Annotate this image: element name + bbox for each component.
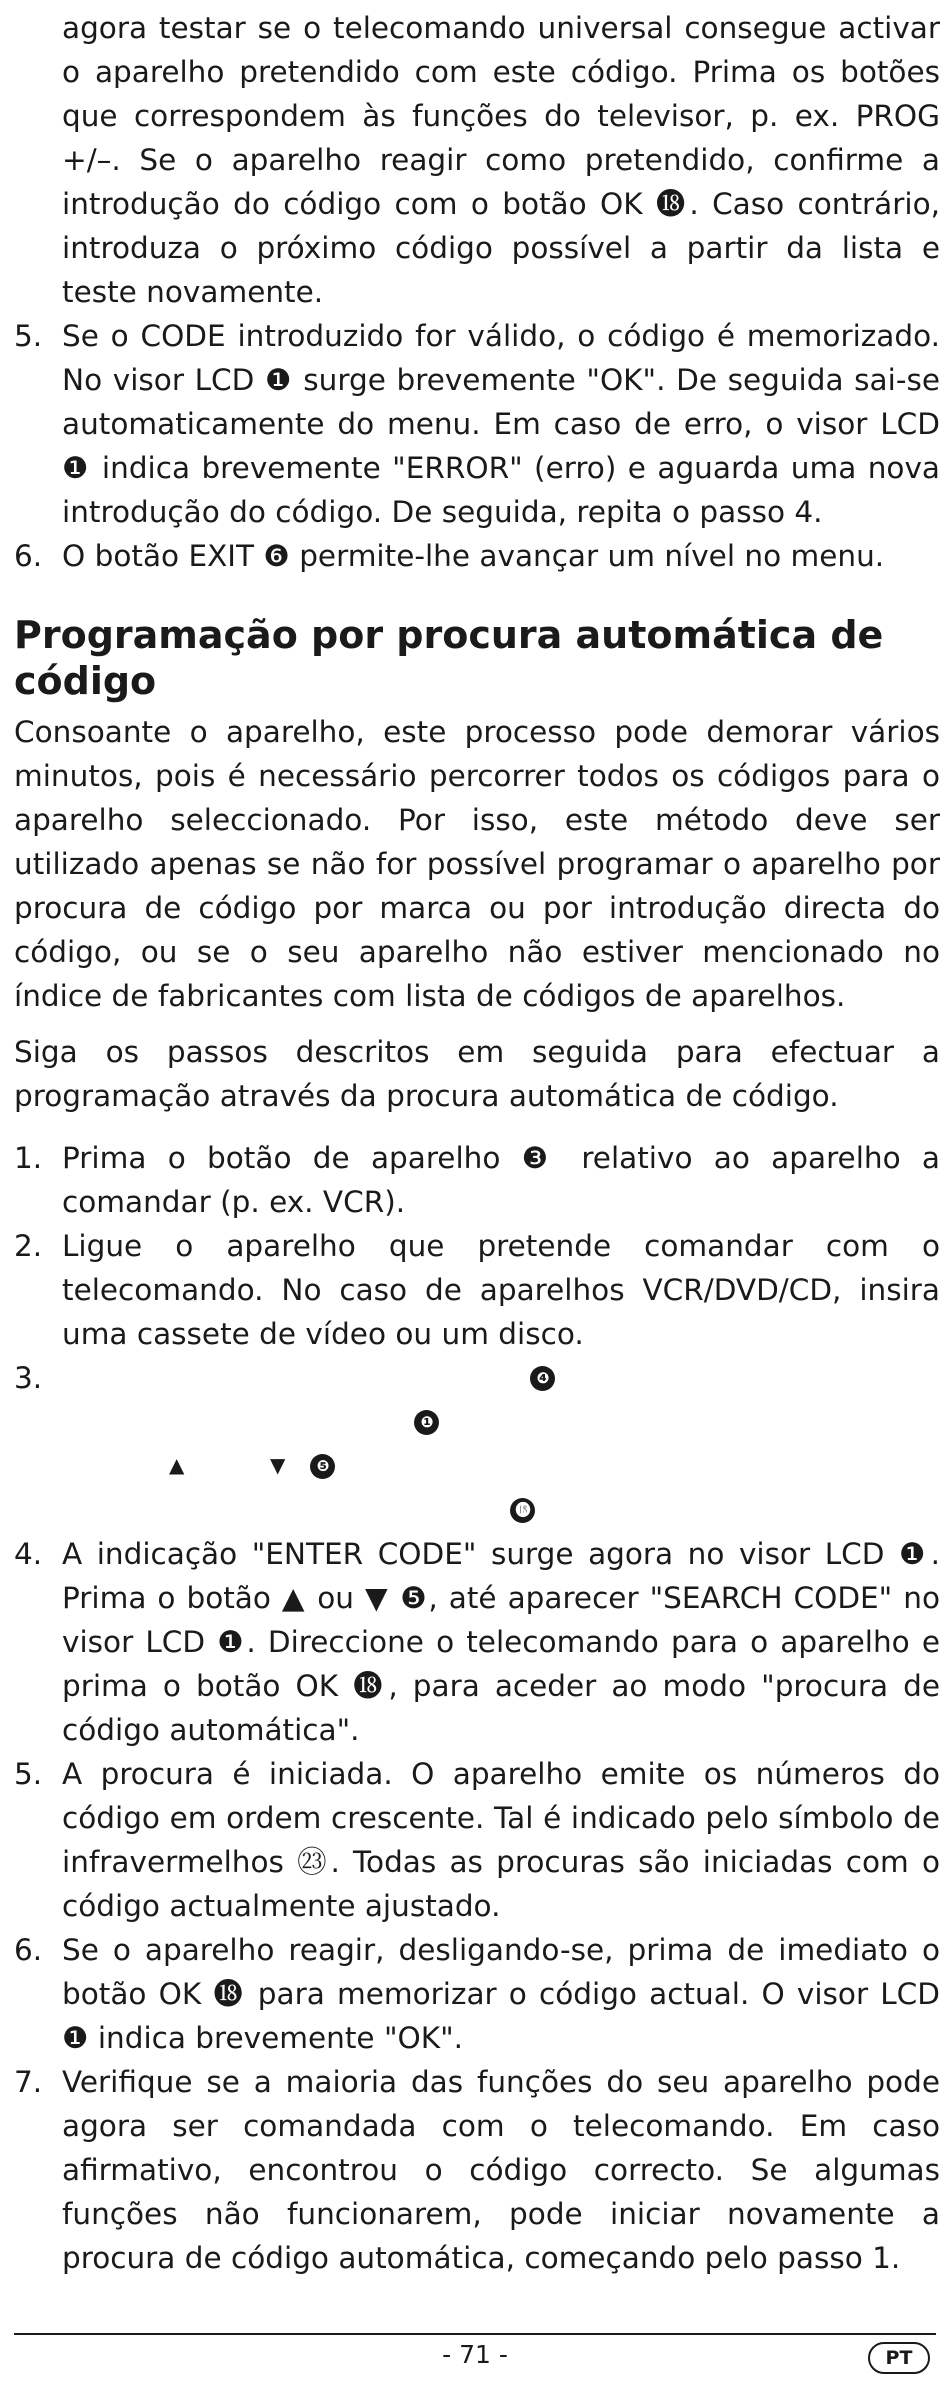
ref-number-18: ⓲ xyxy=(510,1498,535,1523)
list-item xyxy=(14,1136,940,1224)
section-heading: Programação por procura automática de código xyxy=(14,613,884,703)
list-item xyxy=(14,1224,940,1356)
step-text: Verifique se a maioria das funções do seu aparelho pode agora ser comandada com o telecomando. Em caso afirmativo, encontrou o código correcto. Se algumas funções não funcionarem, pode iniciar novamente a procura de código automática, começando pelo passo 1. xyxy=(62,2065,940,2275)
step-number: 6. xyxy=(14,1933,43,1967)
ref-number-5: ❺ xyxy=(310,1454,335,1479)
step-number: 5. xyxy=(14,319,43,353)
arrow-up-icon: ▲ xyxy=(169,1453,185,1477)
step-text: Prima o botão de aparelho ❸ relativo ao aparelho a comandar (p. ex. VCR). xyxy=(62,1141,940,1219)
list-item xyxy=(14,2060,940,2280)
ref-number-1: ❶ xyxy=(414,1410,439,1435)
step-3-faded-area xyxy=(14,1356,940,1532)
list-item xyxy=(14,1928,940,2060)
step-text: A procura é iniciada. O aparelho emite os números do código em ordem crescente. Tal é indicado pelo símbolo de infravermelhos ㉓. Todas as procuras são iniciadas com o código actualmente ajustado. xyxy=(62,1757,940,1923)
instruction-paragraph: Siga os passos descritos em seguida para efectuar a programação através da procura automática de código. xyxy=(14,1035,940,1113)
list-item xyxy=(14,1532,940,1752)
step-number: 7. xyxy=(14,2065,43,2099)
arrow-down-icon: ▼ xyxy=(270,1453,286,1477)
step-number: 2. xyxy=(14,1229,43,1263)
intro-paragraph: Consoante o aparelho, este processo pode demorar vários minutos, pois é necessário percorrer todos os códigos para o aparelho seleccionado. Por isso, este método deve ser utilizado apenas se não for possível programar o aparelho por procura de código por marca ou por introdução directa do código, ou se o seu aparelho não estiver mencionado no índice de fabricantes com lista de códigos de aparelhos. xyxy=(14,715,940,1013)
step-number: 1. xyxy=(14,1141,43,1175)
steps-list-auto-search-continued xyxy=(14,1532,940,2280)
page-content xyxy=(14,6,940,2280)
step-text: Se o aparelho reagir, desligando-se, prima de imediato o botão OK ⓲ para memorizar o código actual. O visor LCD ❶ indica brevemente "OK". xyxy=(62,1933,940,2055)
step-text: Ligue o aparelho que pretende comandar com o telecomando. No caso de aparelhos VCR/DVD/CD, insira uma cassete de vídeo ou um disco. xyxy=(62,1229,940,1351)
steps-list-manual-entry xyxy=(14,314,940,578)
list-item xyxy=(14,314,940,534)
page-number: - 71 - xyxy=(442,2340,508,2369)
step-number: 6. xyxy=(14,539,43,573)
step-number: 3. xyxy=(14,1361,43,1395)
continued-paragraph: agora testar se o telecomando universal consegue activar o aparelho pretendido com este código. Prima os botões que correspondem às funções do televisor, p. ex. PROG +/–. Se o aparelho reagir como pretendido, confirme a introdução do código com o botão OK ⓲. Caso contrário, introduza o próximo código possível a partir da lista e teste novamente. xyxy=(62,11,940,309)
step-number: 5. xyxy=(14,1757,43,1791)
ref-number-4: ❹ xyxy=(530,1366,555,1391)
footer-divider xyxy=(14,2333,936,2335)
list-item xyxy=(14,534,940,578)
step-text: O botão EXIT ❻ permite-lhe avançar um nível no menu. xyxy=(62,539,885,573)
language-badge: PT xyxy=(868,2342,930,2374)
step-number: 4. xyxy=(14,1537,43,1571)
step-text: Se o CODE introduzido for válido, o código é memorizado. No visor LCD ❶ surge brevemente "OK". De seguida sai-se automaticamente do menu. Em caso de erro, o visor LCD ❶ indica brevemente "ERROR" (erro) e aguarda uma nova introdução do código. De seguida, repita o passo 4. xyxy=(62,319,940,529)
list-item xyxy=(14,1752,940,1928)
step-text: A indicação "ENTER CODE" surge agora no visor LCD ❶. Prima o botão ▲ ou ▼ ❺, até aparecer "SEARCH CODE" no visor LCD ❶. Direccione o telecomando para o aparelho e prima o botão OK ⓲, para aceder ao modo "procura de código automática". xyxy=(62,1537,940,1747)
steps-list-auto-search xyxy=(14,1136,940,1356)
